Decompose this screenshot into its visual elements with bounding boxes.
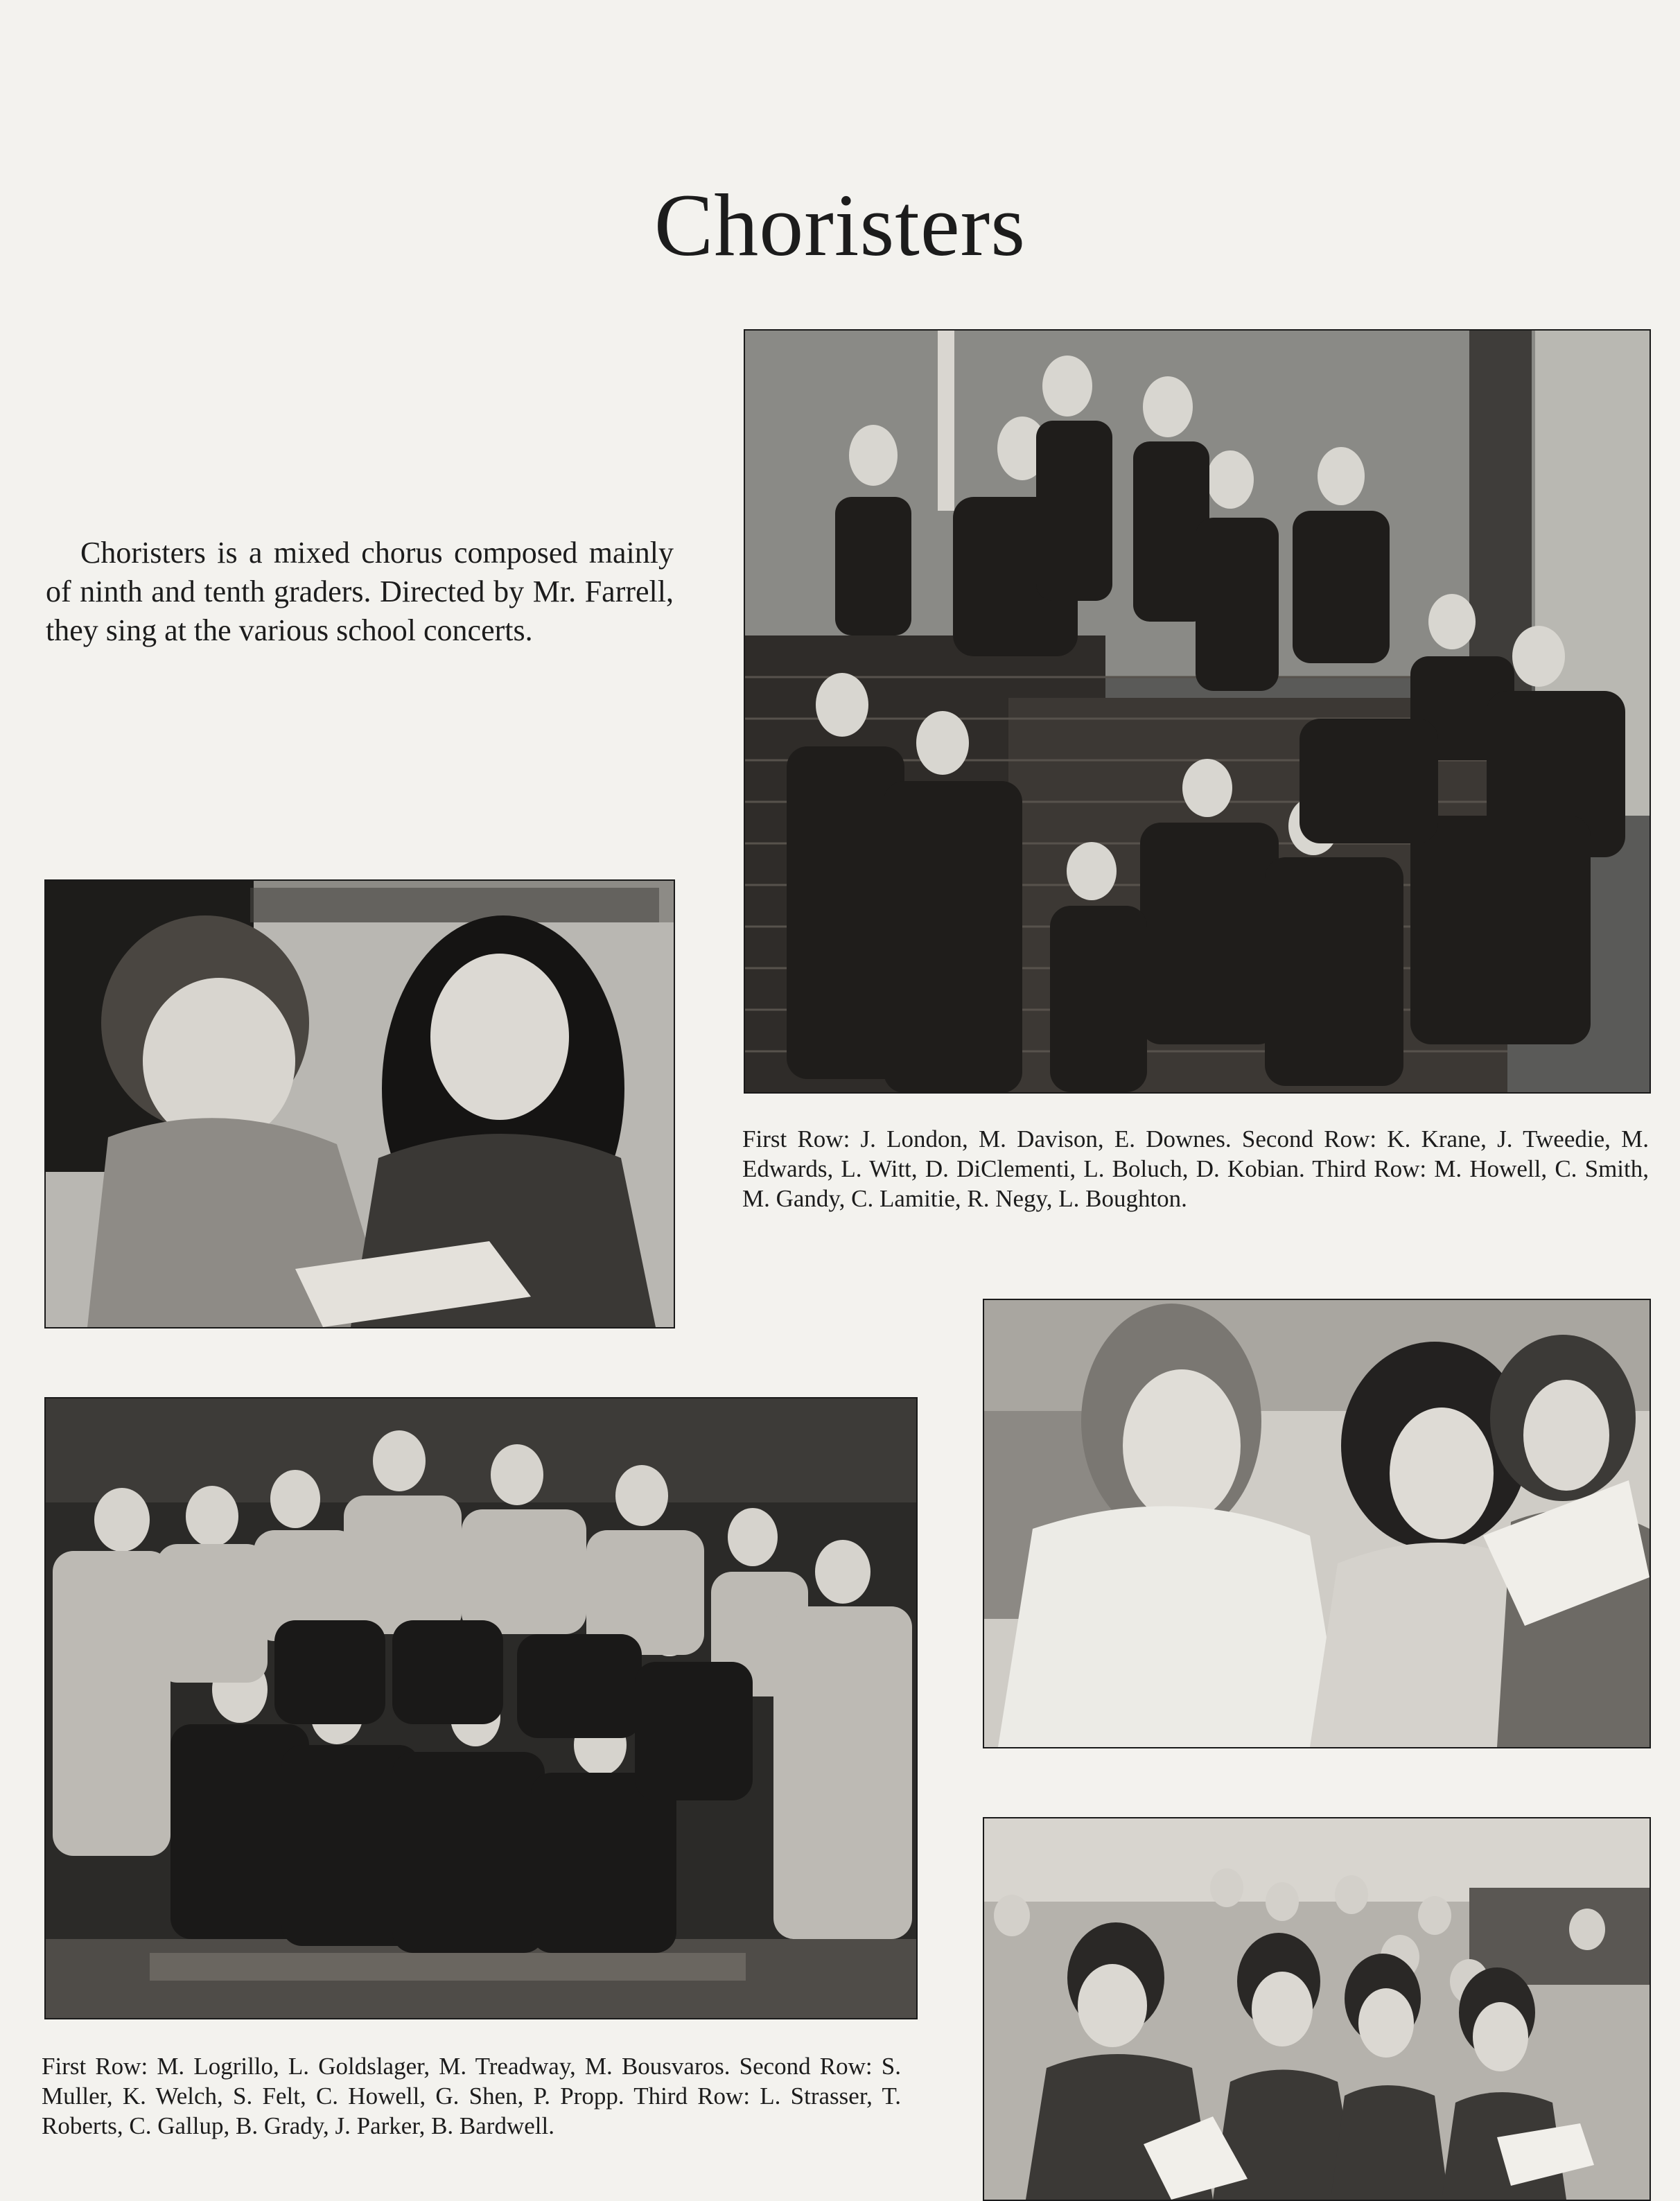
photo-two-students-piano — [44, 879, 675, 1329]
photo-students-reading-music — [983, 1299, 1651, 1748]
group-photo-brick-planter — [744, 329, 1651, 1094]
group-photo-risers — [44, 1397, 918, 2019]
page-title: Choristers — [654, 176, 1026, 274]
photo-class-rehearsal — [983, 1817, 1651, 2201]
caption-group-one: First Row: J. London, M. Davison, E. Downes. Second Row: K. Krane, J. Tweedie, M. Edwards, L. Witt, D. DiClementi, L. Boluch, D. Kobian. Third Row: M. Howell, C. Smith, M. Gandy, C. Lamitie, R. Negy, L. Boughton. — [742, 1125, 1649, 1212]
intro-paragraph: Choristers is a mixed chorus composed mainly of ninth and tenth graders. Directed by Mr. Farrell, they sing at the various school concerts. — [46, 536, 674, 647]
caption-group-two: First Row: M. Logrillo, L. Goldslager, M. Treadway, M. Bousvaros. Second Row: S. Muller, K. Welch, S. Felt, C. Howell, G. Shen, P. Propp. Third Row: L. Strasser, T. Roberts, C. Gallup, B. Grady, J. Parker, B. Bardwell. — [42, 2053, 901, 2139]
